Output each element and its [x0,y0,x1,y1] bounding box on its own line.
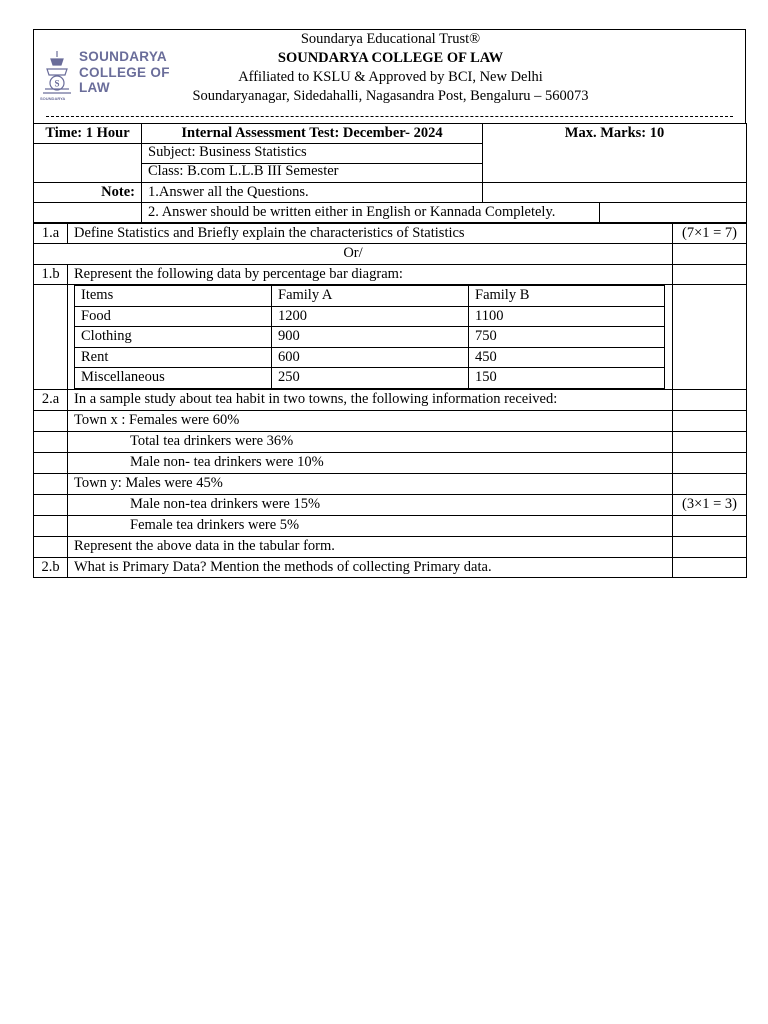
college-name: SOUNDARYA COLLEGE OF LAW [277,50,504,66]
question-text: What is Primary Data? Mention the methods of collecting Primary data. [68,557,673,577]
table-cell: 750 [469,327,665,348]
question-line: Town x : Females were 60% [68,410,673,431]
questions-table [33,223,747,578]
affiliation-line: Affiliated to KSLU & Approved by BCI, New Delhi [238,69,543,85]
blank-cell [34,473,68,494]
table-cell: Food [75,306,272,327]
blank-cell [34,285,68,390]
table-header-row [75,286,665,307]
question-row [34,224,747,244]
blank-cell [673,515,747,536]
table-cell: 600 [272,347,469,368]
table-cell: Rent [75,347,272,368]
table-cell: 450 [469,347,665,368]
question-number: 1.a [34,224,68,244]
question-row [34,452,747,473]
question-row [34,285,747,390]
blank-cell [673,410,747,431]
blank-cell [34,203,142,223]
logo-subtext: SOUNDARYA [40,96,66,101]
svg-text:S: S [54,78,60,89]
table-cell: 150 [469,368,665,389]
table-row [75,306,665,327]
family-expense-table [74,285,665,389]
question-row [34,494,747,515]
blank-cell [673,452,747,473]
table-cell: Clothing [75,327,272,348]
blank-cell [483,183,747,203]
table-row [75,327,665,348]
table-row [75,368,665,389]
subject-cell: Subject: Business Statistics [142,144,483,164]
question-row [34,410,747,431]
question-line: Female tea drinkers were 5% [68,515,673,536]
blank-cell [600,203,747,223]
note-label: Note: [34,183,142,203]
question-row [34,244,747,265]
blank-cell [34,144,142,164]
table-cell: 250 [272,368,469,389]
or-divider: Or/ [34,244,673,265]
question-row [34,473,747,494]
test-title: Internal Assessment Test: December- 2024 [142,124,483,144]
question-number: 2.b [34,557,68,577]
blank-cell [34,431,68,452]
question-row [34,557,747,577]
note-1: 1.Answer all the Questions. [142,183,483,203]
question-text: In a sample study about tea habit in two towns, the following information received: [68,389,673,410]
table-header: Family B [469,286,665,307]
class-cell: Class: B.com L.L.B III Semester [142,163,483,183]
meta-table [33,123,747,223]
table-header: Items [75,286,272,307]
note-2: 2. Answer should be written either in English or Kannada Completely. [142,203,600,223]
table-cell: 1200 [272,306,469,327]
blank-cell [673,389,747,410]
question-text: Represent the following data by percentage bar diagram: [68,265,673,285]
logo-wordmark: SOUNDARYA COLLEGE OF LAW [79,49,170,95]
blank-cell [34,536,68,557]
question-row [34,389,747,410]
blank-cell [34,494,68,515]
question-paper [33,29,746,578]
question-number: 1.b [34,265,68,285]
question-number: 2.a [34,389,68,410]
question-row [34,431,747,452]
question-row [34,536,747,557]
table-header: Family A [272,286,469,307]
blank-cell [673,431,747,452]
data-table-cell [68,285,673,390]
table-row [75,347,665,368]
blank-cell [673,557,747,577]
blank-cell [673,473,747,494]
question-line: Male non- tea drinkers were 10% [68,452,673,473]
blank-cell [673,285,747,390]
header-divider [46,116,733,117]
question-line: Male non-tea drinkers were 15% [68,494,673,515]
max-marks: Max. Marks: 10 [483,124,747,183]
blank-cell [34,452,68,473]
blank-cell [34,410,68,431]
question-line: Total tea drinkers were 36% [68,431,673,452]
blank-cell [673,244,747,265]
blank-cell [673,265,747,285]
question-row [34,515,747,536]
marks-cell: (7×1 = 7) [673,224,747,244]
table-cell: Miscellaneous [75,368,272,389]
trust-name: Soundarya Educational Trust® [300,31,481,47]
time-cell: Time: 1 Hour [34,124,142,144]
marks-cell: (3×1 = 3) [673,494,747,515]
blank-cell [34,515,68,536]
question-text: Define Statistics and Briefly explain the characteristics of Statistics [68,224,673,244]
table-cell: 900 [272,327,469,348]
blank-cell [34,163,142,183]
table-cell: 1100 [469,306,665,327]
blank-cell [673,536,747,557]
paper-header [33,29,746,123]
question-row [34,265,747,285]
question-line: Represent the above data in the tabular form. [68,536,673,557]
address-line: Soundaryanagar, Sidedahalli, Nagasandra Post, Bengaluru – 560073 [192,88,589,104]
question-line: Town y: Males were 45% [68,473,673,494]
